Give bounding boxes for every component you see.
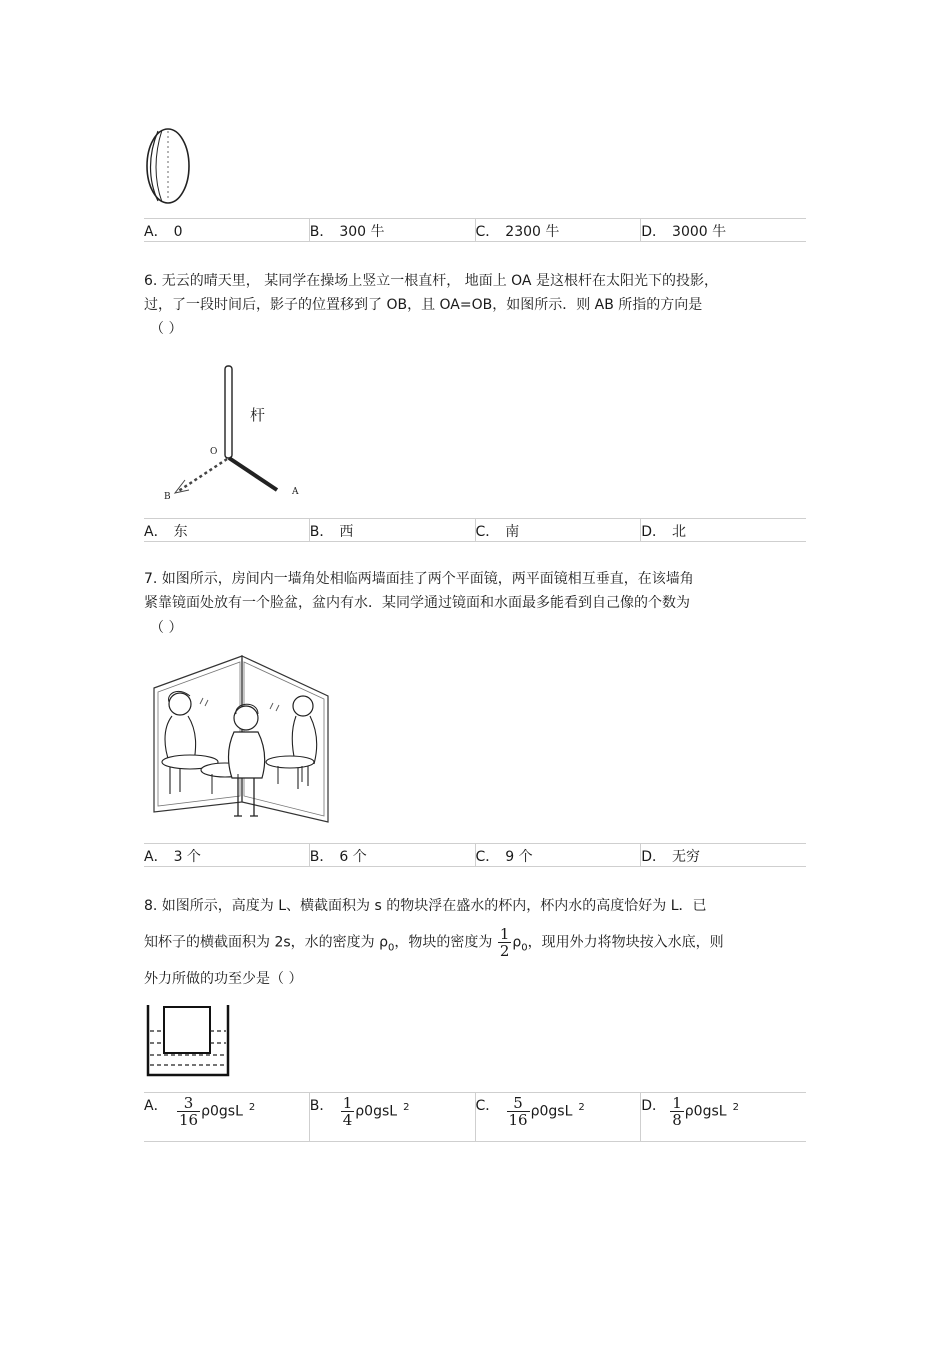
q8-option-a[interactable]: A． $\frac{3}{16}$ ρ0gsL $^2$ — [144, 1093, 310, 1141]
pole-shadow-figure — [155, 362, 315, 504]
cup-block-figure — [144, 1003, 232, 1079]
q6-option-a[interactable]: A． 东 — [144, 519, 310, 541]
q5-option-b[interactable]: B． 300 牛 — [310, 219, 476, 241]
q5-options — [144, 218, 806, 242]
q6-option-b[interactable]: B． 西 — [310, 519, 476, 541]
q6-line-3: （ ） — [150, 321, 183, 337]
q7-option-a[interactable]: A． 3 个 — [144, 844, 310, 866]
q6-option-d[interactable]: D． 北 — [641, 524, 687, 540]
q8-option-d[interactable]: D． $\frac{1}{8}$ ρ0gsL $^2$ — [641, 1094, 739, 1129]
fraction-half: $\frac{1}{2}$ — [499, 925, 510, 960]
q6-line-1: 6. 无云的晴天里， 某同学在操场上竖立一根直杆， 地面上 OA 是这根杆在太阳光下的投影， — [144, 273, 718, 289]
o-label: O — [210, 447, 218, 457]
q8-line-2: 知杯子的横截面积为 2s，水的密度为 $\rho_0$，物块的密度为 $\frac{1}{2}$ $\rho_0$，现用外力将物块按入水底，则 — [144, 925, 724, 960]
q7-line-2: 紧靠镜面处放有一个脸盆，盆内有水．某同学通过镜面和水面最多能看到自己像的个数为 — [144, 595, 690, 611]
q7-line-1: 7. 如图所示，房间内一墙角处相临两墙面挂了两个平面镜，两平面镜相互垂直，在该墙角 — [144, 571, 694, 587]
q5-option-d[interactable]: D． 3000 牛 — [641, 224, 727, 240]
q8-options — [144, 1092, 806, 1142]
q8-option-b[interactable]: B． $\frac{1}{4}$ ρ0gsL $^2$ — [310, 1093, 476, 1141]
q7-option-d[interactable]: D． 无穷 — [641, 849, 701, 865]
q8-line-3: 外力所做的功至少是（ ） — [144, 971, 303, 987]
q7-option-c[interactable]: C． 9 个 — [476, 844, 642, 866]
q8-option-c[interactable]: C． $\frac{5}{16}$ ρ0gsL $^2$ — [476, 1093, 642, 1141]
q7-options — [144, 843, 806, 867]
q6-option-c[interactable]: C． 南 — [476, 519, 642, 541]
q6-line-2: 过，了一段时间后，影子的位置移到了 OB，且 OA=OB，如图所示．则 AB 所指的方向是 — [144, 297, 703, 313]
q5-option-c[interactable]: C． 2300 牛 — [476, 219, 642, 241]
q7-line-3: （ ） — [150, 620, 183, 636]
a-label: A — [292, 487, 299, 497]
ellipsoid-figure — [140, 125, 200, 207]
q6-options — [144, 518, 806, 542]
q8-line-1: 8. 如图所示，高度为 L、横截面积为 s 的物块浮在盛水的杯内，杯内水的高度恰好为 L．已 — [144, 898, 707, 914]
q7-option-b[interactable]: B． 6 个 — [310, 844, 476, 866]
q5-option-a[interactable]: A． 0 — [144, 219, 310, 241]
mirror-corner-figure — [150, 654, 332, 826]
b-label: B — [164, 492, 171, 502]
pole-label: 杆 — [250, 406, 266, 424]
